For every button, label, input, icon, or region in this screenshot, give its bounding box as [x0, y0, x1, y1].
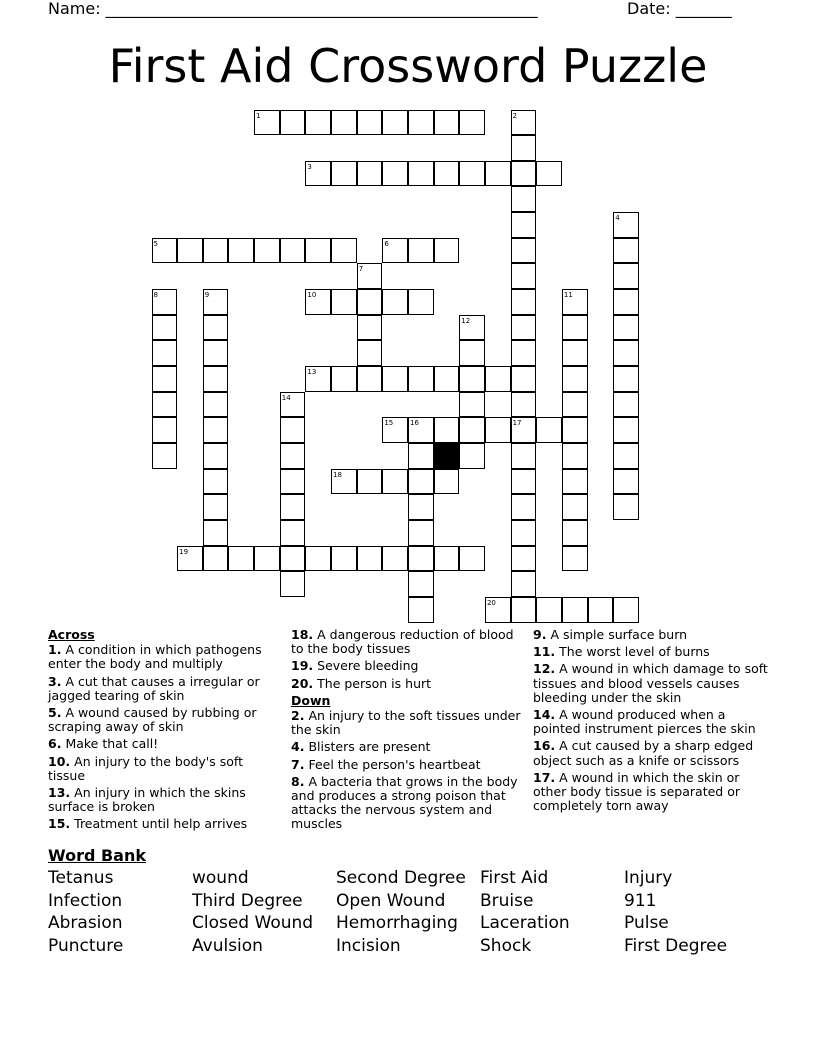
- grid-cell[interactable]: [536, 597, 562, 623]
- grid-cell[interactable]: [408, 110, 434, 136]
- grid-cell[interactable]: [485, 366, 511, 392]
- grid-cell[interactable]: [357, 469, 383, 495]
- grid-cell[interactable]: [357, 289, 383, 315]
- grid-cell[interactable]: [382, 161, 408, 187]
- clue-number: 13: [307, 368, 317, 376]
- grid-cell[interactable]: [613, 315, 639, 341]
- grid-cell[interactable]: [434, 546, 460, 572]
- grid-cell[interactable]: [613, 443, 639, 469]
- grid-cell[interactable]: [459, 110, 485, 136]
- grid-cell[interactable]: [203, 366, 229, 392]
- grid-cell[interactable]: [331, 289, 357, 315]
- clue-number: 11: [563, 291, 573, 300]
- clue-number: 3: [307, 162, 312, 171]
- grid-cell[interactable]: [280, 417, 306, 443]
- grid-cell[interactable]: [203, 546, 229, 572]
- grid-cell[interactable]: [562, 366, 588, 392]
- grid-cell[interactable]: [511, 289, 537, 315]
- grid-cell[interactable]: [434, 161, 460, 187]
- clue-across-19: 19. Severe bleeding: [291, 658, 419, 674]
- grid-cell[interactable]: [613, 340, 639, 366]
- grid-cell[interactable]: [305, 546, 331, 572]
- clue-number: 20: [486, 598, 496, 607]
- word-bank-item: Tetanus: [48, 868, 114, 888]
- grid-cell[interactable]: [459, 340, 485, 366]
- grid-cell[interactable]: [203, 289, 229, 315]
- grid-cell[interactable]: [280, 443, 306, 469]
- clue-number: 19: [179, 547, 189, 556]
- grid-cell[interactable]: [228, 238, 254, 264]
- grid-cell[interactable]: [536, 161, 562, 187]
- grid-cell[interactable]: [382, 469, 408, 495]
- grid-cell[interactable]: [203, 417, 229, 443]
- grid-cell[interactable]: [562, 340, 588, 366]
- grid-cell[interactable]: [511, 135, 537, 161]
- grid-cell[interactable]: [408, 238, 434, 264]
- clue-across-6: 6. Make that call!: [48, 736, 159, 752]
- grid-cell[interactable]: [459, 417, 485, 443]
- grid-cell[interactable]: [203, 520, 229, 546]
- grid-cell[interactable]: [511, 571, 537, 597]
- grid-cell[interactable]: [511, 263, 537, 289]
- grid-cell[interactable]: [613, 289, 639, 315]
- grid-cell[interactable]: [331, 110, 357, 136]
- word-bank-item: Shock: [480, 935, 532, 956]
- grid-cell[interactable]: [485, 417, 511, 443]
- clue-down-12: 12. A wound in which damage to soft tissues and blood vessels causes bleeding under the skin: [533, 661, 768, 705]
- grid-cell[interactable]: [511, 212, 537, 238]
- clue-number: 5: [153, 239, 158, 248]
- word-bank-item: Incision: [336, 935, 401, 956]
- grid-cell[interactable]: [305, 366, 331, 392]
- clue-number: 18: [333, 470, 342, 479]
- clue-down-4: 4. Blisters are present: [291, 739, 431, 755]
- grid-cell[interactable]: [331, 366, 357, 392]
- grid-cell[interactable]: [382, 110, 408, 136]
- grid-cell[interactable]: [408, 494, 434, 520]
- clue-across-10: 10. An injury to the body's soft tissue: [48, 753, 243, 783]
- grid-cell[interactable]: [562, 417, 588, 443]
- grid-cell[interactable]: [280, 571, 306, 597]
- word-bank-item: 911: [624, 890, 657, 911]
- grid-cell[interactable]: [357, 161, 383, 187]
- clue-down-9: 9. A simple surface burn: [533, 627, 688, 642]
- word-bank-item: Bruise: [480, 890, 534, 911]
- clue-down-17: 17. A wound in which the skin or other body tissue is separated or completely torn away: [533, 769, 740, 814]
- grid-cell[interactable]: [408, 520, 434, 546]
- grid-cell[interactable]: [280, 110, 306, 136]
- clue-down-11: 11. The worst level of burns: [533, 644, 710, 660]
- word-bank-item: Injury: [624, 868, 673, 888]
- grid-cell[interactable]: [408, 289, 434, 315]
- grid-cell[interactable]: [280, 546, 306, 572]
- grid-cell[interactable]: [511, 366, 537, 392]
- word-bank-item: Second Degree: [336, 868, 466, 888]
- grid-cell[interactable]: [152, 238, 178, 264]
- clue-across-20: 20. The person is hurt: [291, 675, 432, 691]
- grid-cell[interactable]: [562, 520, 588, 546]
- grid-cell[interactable]: [562, 315, 588, 341]
- grid-cell[interactable]: [408, 417, 434, 443]
- grid-cell[interactable]: [280, 520, 306, 546]
- clue-down-2: 2. An injury to the soft tissues under the skin: [291, 708, 521, 738]
- grid-cell[interactable]: [588, 597, 614, 623]
- grid-cell[interactable]: [382, 417, 408, 443]
- grid-cell[interactable]: [228, 546, 254, 572]
- word-bank-item: Abrasion: [48, 913, 123, 933]
- grid-cell[interactable]: [408, 469, 434, 495]
- grid-cell[interactable]: [511, 186, 537, 212]
- grid-cell[interactable]: [511, 315, 537, 341]
- grid-cell[interactable]: [357, 340, 383, 366]
- grid-cell[interactable]: [152, 417, 178, 443]
- clue-across-15: 15. Treatment until help arrives: [48, 816, 248, 832]
- across-heading: Across: [48, 627, 95, 642]
- clue-across-3: 3. A cut that causes a irregular or jagged tearing of skin: [48, 673, 260, 703]
- grid-cell[interactable]: [613, 469, 639, 495]
- grid-cell[interactable]: [357, 110, 383, 136]
- grid-cell[interactable]: [459, 392, 485, 418]
- clue-number: 7: [358, 265, 364, 274]
- grid-cell[interactable]: [408, 366, 434, 392]
- grid-cell[interactable]: [511, 110, 537, 136]
- clue-number: 17: [512, 419, 522, 428]
- clue-down-14: 14. A wound produced when a pointed instrument pierces the skin: [533, 707, 756, 737]
- grid-cell[interactable]: [613, 597, 639, 623]
- clue-number: 8: [153, 291, 158, 300]
- clue-across-5: 5. A wound caused by rubbing or scraping away of skin: [48, 705, 257, 735]
- grid-cell[interactable]: [331, 546, 357, 572]
- grid-cell[interactable]: [434, 366, 460, 392]
- grid-cell[interactable]: [382, 289, 408, 315]
- grid-cell[interactable]: [203, 469, 229, 495]
- grid-cell[interactable]: [408, 161, 434, 187]
- grid-cell[interactable]: [613, 263, 639, 289]
- clue-across-18: 18. A dangerous reduction of blood to the body tissues: [291, 627, 514, 657]
- word-bank-item: First Degree: [624, 935, 728, 956]
- grid-cell[interactable]: [357, 315, 383, 341]
- grid-cell[interactable]: [280, 469, 306, 495]
- clue-number: 12: [461, 316, 471, 325]
- word-bank-item: Third Degree: [192, 890, 303, 911]
- grid-cell[interactable]: [613, 212, 639, 238]
- grid-cell[interactable]: [152, 315, 178, 341]
- grid-cell[interactable]: [613, 366, 639, 392]
- grid-cell[interactable]: [511, 392, 537, 418]
- grid-cell[interactable]: [613, 494, 639, 520]
- grid-cell[interactable]: [305, 110, 331, 136]
- word-bank-item: Avulsion: [192, 935, 263, 956]
- word-bank-item: Infection: [48, 890, 123, 911]
- grid-cell[interactable]: [177, 238, 203, 264]
- grid-cell[interactable]: [331, 161, 357, 187]
- grid-cell[interactable]: [357, 263, 383, 289]
- grid-cell[interactable]: [511, 443, 537, 469]
- grid-cell[interactable]: [459, 315, 485, 341]
- clue-number: 1: [256, 111, 261, 120]
- grid-cell[interactable]: [485, 597, 511, 623]
- grid-cell[interactable]: [203, 340, 229, 366]
- grid-cell[interactable]: [203, 392, 229, 418]
- clue-down-16: 16. A cut caused by a sharp edged object such as a knife or scissors: [533, 738, 754, 768]
- clues-column-1: [48, 628, 278, 835]
- grid-cell[interactable]: [613, 238, 639, 264]
- grid-cell[interactable]: [357, 366, 383, 392]
- clue-down-7: 7. Feel the person's heartbeat: [291, 756, 481, 772]
- grid-cell[interactable]: [305, 161, 331, 187]
- grid-cell[interactable]: [382, 238, 408, 264]
- clue-down-8: 8. A bacteria that grows in the body and produces a strong poison that attacks the nervous system and muscles: [291, 773, 518, 832]
- grid-cell[interactable]: [511, 161, 537, 187]
- grid-cell[interactable]: [331, 469, 357, 495]
- down-heading: Down: [291, 692, 331, 708]
- clue-number: 4: [615, 214, 620, 223]
- grid-cell[interactable]: [459, 546, 485, 572]
- grid-cell[interactable]: [408, 546, 434, 572]
- grid-cell[interactable]: [485, 161, 511, 187]
- grid-cell[interactable]: [511, 340, 537, 366]
- grid-cell[interactable]: [254, 110, 280, 136]
- grid-cell[interactable]: [280, 238, 306, 264]
- grid-cell[interactable]: [511, 494, 537, 520]
- clue-number: 9: [204, 291, 210, 300]
- grid-cell[interactable]: [613, 417, 639, 443]
- grid-cell[interactable]: [434, 417, 460, 443]
- word-bank-title: Word Bank: [48, 846, 147, 865]
- grid-cell[interactable]: [152, 392, 178, 418]
- word-bank-item: Laceration: [480, 913, 570, 933]
- grid-cell[interactable]: [511, 238, 537, 264]
- grid-cell[interactable]: [434, 110, 460, 136]
- grid-cell[interactable]: [177, 546, 203, 572]
- grid-cell[interactable]: [305, 238, 331, 264]
- grid-cell[interactable]: [280, 392, 306, 418]
- clue-number: 15: [384, 419, 394, 428]
- grid-cell[interactable]: [152, 340, 178, 366]
- grid-cell[interactable]: [562, 392, 588, 418]
- grid-cell[interactable]: [203, 443, 229, 469]
- clue-number: 2: [512, 111, 518, 120]
- grid-cell[interactable]: [459, 161, 485, 187]
- grid-cell[interactable]: [357, 546, 383, 572]
- word-bank-item: wound: [192, 868, 249, 888]
- name-field[interactable]: Name: ______________________________________________________: [48, 0, 538, 18]
- grid-cell[interactable]: [459, 443, 485, 469]
- grid-cell[interactable]: [511, 469, 537, 495]
- grid-cell[interactable]: [203, 494, 229, 520]
- word-bank-item: Closed Wound: [192, 913, 314, 933]
- grid-cell[interactable]: [511, 520, 537, 546]
- grid-cell[interactable]: [434, 238, 460, 264]
- word-bank-item: Open Wound: [336, 890, 446, 911]
- grid-cell[interactable]: [152, 289, 178, 315]
- grid-cell[interactable]: [562, 443, 588, 469]
- grid-cell[interactable]: [562, 289, 588, 315]
- grid-cell[interactable]: [562, 597, 588, 623]
- clue-number: 10: [307, 291, 317, 300]
- grid-cell[interactable]: [254, 546, 280, 572]
- black-square: [434, 443, 460, 469]
- grid-cell[interactable]: [382, 366, 408, 392]
- grid-cell[interactable]: [152, 443, 178, 469]
- clues-column-3: [533, 628, 773, 816]
- grid-cell[interactable]: [408, 597, 434, 623]
- grid-cell[interactable]: [382, 546, 408, 572]
- grid-cell[interactable]: [511, 597, 537, 623]
- clue-across-13: 13. An injury in which the skins surface is broken: [48, 785, 246, 815]
- clue-number: 14: [281, 393, 291, 402]
- clue-number: 6: [384, 239, 389, 248]
- grid-cell[interactable]: [203, 315, 229, 341]
- grid-cell[interactable]: [536, 417, 562, 443]
- grid-cell[interactable]: [280, 494, 306, 520]
- grid-cell[interactable]: [152, 366, 178, 392]
- grid-cell[interactable]: [408, 443, 434, 469]
- grid-cell[interactable]: [511, 417, 537, 443]
- date-field[interactable]: Date: _______: [627, 0, 732, 18]
- clues-column-2: [291, 628, 526, 835]
- grid-cell[interactable]: [511, 546, 537, 572]
- grid-cell[interactable]: [203, 238, 229, 264]
- clue-number: 16: [410, 419, 419, 428]
- grid-cell[interactable]: [562, 469, 588, 495]
- grid-cell[interactable]: [254, 238, 280, 264]
- grid-cell[interactable]: [434, 469, 460, 495]
- word-bank-item: Hemorrhaging: [336, 913, 458, 933]
- page-title: First Aid Crossword Puzzle: [108, 39, 708, 93]
- word-bank-item: Pulse: [624, 913, 669, 933]
- grid-cell[interactable]: [305, 289, 331, 315]
- grid-cell[interactable]: [459, 366, 485, 392]
- word-bank-item: Puncture: [48, 935, 124, 956]
- clue-across-1: 1. A condition in which pathogens enter the body and multiply: [48, 642, 262, 672]
- grid-cell[interactable]: [408, 571, 434, 597]
- word-bank-item: First Aid: [480, 868, 549, 888]
- grid-cell[interactable]: [613, 392, 639, 418]
- grid-cell[interactable]: [331, 238, 357, 264]
- grid-cell[interactable]: [562, 494, 588, 520]
- grid-cell[interactable]: [562, 546, 588, 572]
